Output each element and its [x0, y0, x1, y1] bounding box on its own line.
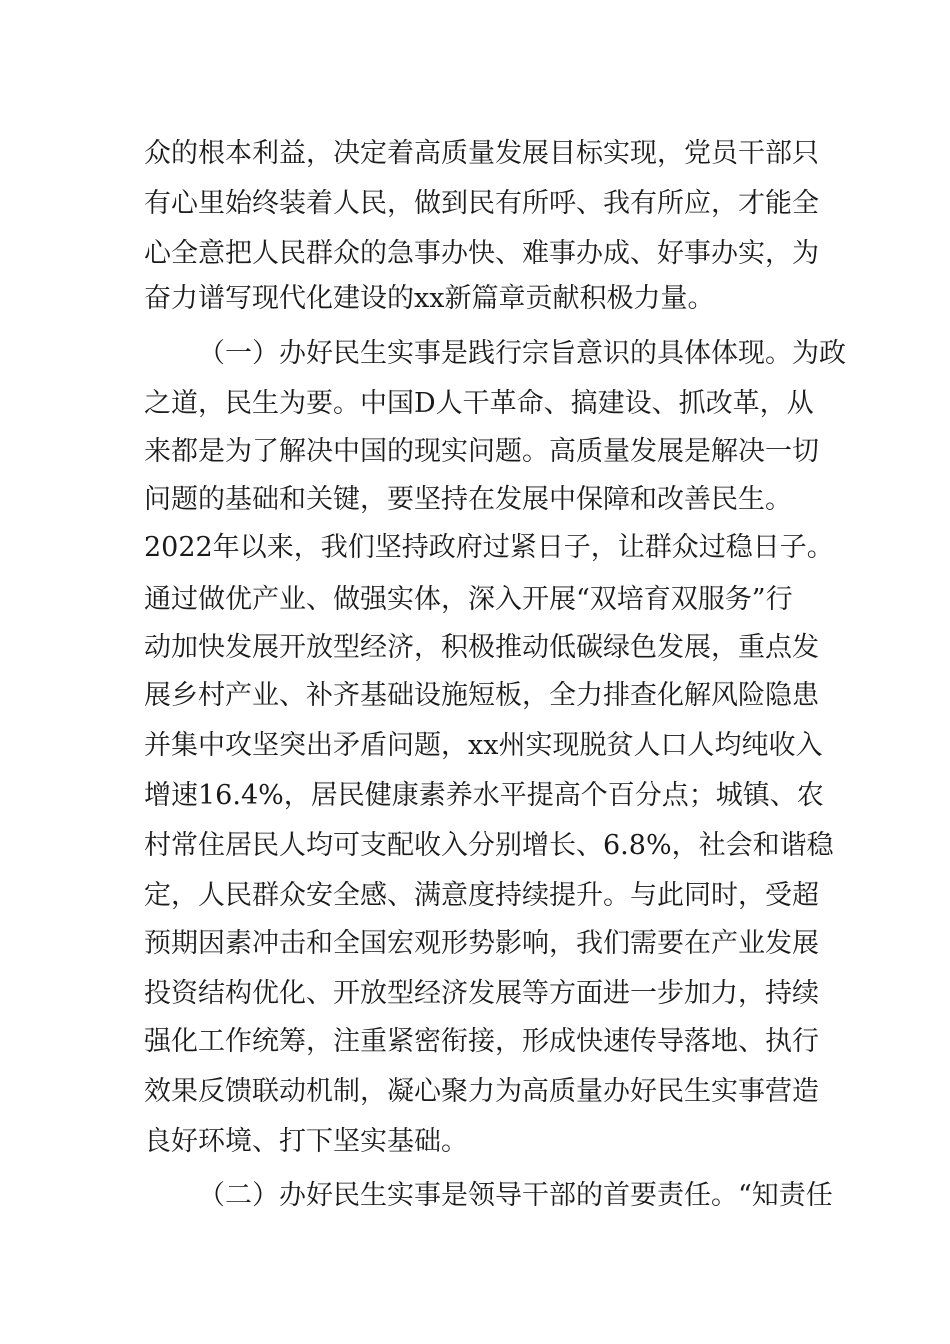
text-line-8: 问题的基础和关键，要坚持在发展中保障和改善民生。	[144, 484, 792, 515]
text-line-13: 并集中攻坚突出矛盾问题，xx州实现脱贫人口人均纯收入	[144, 730, 823, 761]
text-line-19: 强化工作统筹，注重紧密衔接，形成快速传导落地、执行	[144, 1026, 819, 1057]
paragraph-two-heading-line: （二）办好民生实事是领导干部的首要责任。“知责任	[198, 1180, 833, 1211]
text-line-3: 心全意把人民群众的急事办快、难事办成、好事办实，为	[144, 238, 819, 269]
text-line-1: 众的根本利益，决定着高质量发展目标实现，党员干部只	[144, 138, 819, 169]
paragraph-one-heading-line: （一）办好民生实事是践行宗旨意识的具体体现。为政	[198, 338, 846, 369]
text-line-16: 定，人民群众安全感、满意度持续提升。与此同时，受超	[144, 880, 819, 911]
text-line-11: 动加快发展开放型经济，积极推动低碳绿色发展，重点发	[144, 632, 819, 663]
text-line-17: 预期因素冲击和全国宏观形势影响，我们需要在产业发展	[144, 928, 819, 959]
text-line-6: 之道，民生为要。中国D人干革命、搞建设、抓改革，从	[144, 388, 814, 419]
text-line-2: 有心里始终装着人民，做到民有所呼、我有所应，才能全	[144, 188, 819, 219]
text-line-7: 来都是为了解决中国的现实问题。高质量发展是解决一切	[144, 436, 819, 467]
text-line-18: 投资结构优化、开放型经济发展等方面进一步加力，持续	[144, 978, 819, 1009]
text-line-21: 良好环境、打下坚实基础。	[144, 1126, 468, 1157]
text-line-4: 奋力谱写现代化建设的xx新篇章贡献积极力量。	[144, 283, 715, 314]
text-line-14: 增速16.4%，居民健康素养水平提高个百分点；城镇、农	[144, 780, 824, 811]
text-line-10: 通过做优产业、做强实体，深入开展“双培育双服务”行	[144, 584, 793, 615]
text-line-15: 村常住居民人均可支配收入分别增长、6.8%，社会和谐稳	[144, 830, 834, 861]
text-line-20: 效果反馈联动机制，凝心聚力为高质量办好民生实事营造	[144, 1076, 819, 1107]
text-line-12: 展乡村产业、补齐基础设施短板，全力排查化解风险隐患	[144, 680, 819, 711]
text-line-9: 2022年以来，我们坚持政府过紧日子，让群众过稳日子。	[144, 532, 834, 563]
